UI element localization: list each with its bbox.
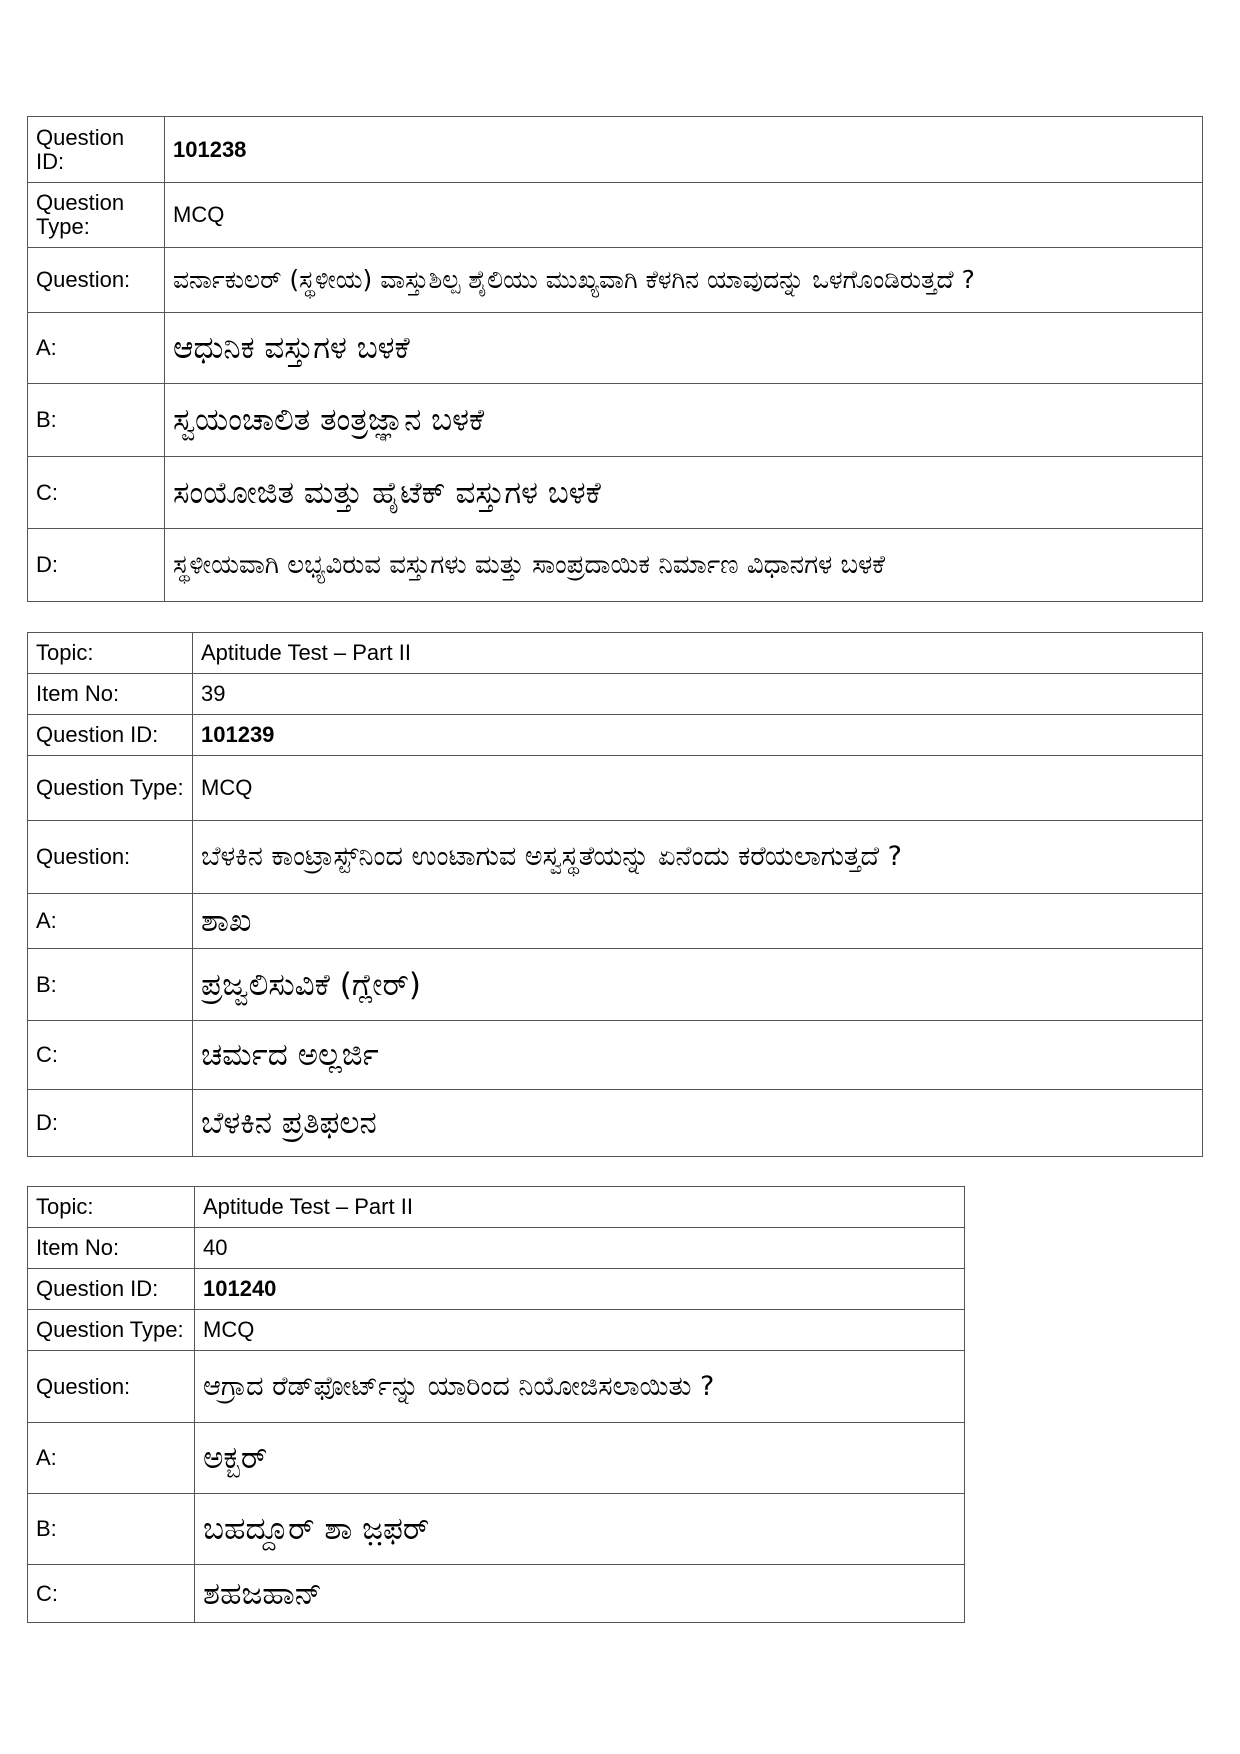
question-table-101239 [27,632,1203,1157]
option-d-text: ಸ್ಥಳೀಯವಾಗಿ ಲಭ್ಯವಿರುವ ವಸ್ತುಗಳು ಮತ್ತು ಸಾಂಪ್ರದಾಯಿಕ ನಿರ್ಮಾಣ ವಿಧಾನಗಳ ಬಳಕೆ [165,529,1203,602]
item-no-value: 39 [193,674,1203,715]
question-id-value: 101239 [193,715,1203,756]
question-label: Question: [28,821,193,894]
question-text: ವರ್ನಾಕುಲರ್ (ಸ್ಥಳೀಯ) ವಾಸ್ತುಶಿಲ್ಪ ಶೈಲಿಯು ಮುಖ್ಯವಾಗಿ ಕೆಳಗಿನ ಯಾವುದನ್ನು ಒಳಗೊಂಡಿರುತ್ತದೆ ? [165,248,1203,313]
topic-label: Topic: [28,633,193,674]
option-a-text: ಅಕ್ಬರ್ [195,1423,965,1494]
option-b-label: B: [28,1494,195,1565]
question-type-label: Question Type: [28,756,193,821]
item-no-label: Item No: [28,1228,195,1269]
question-type-value: MCQ [193,756,1203,821]
option-a-text: ಶಾಖ [193,894,1203,949]
option-a-label: A: [28,894,193,949]
option-c-text: ಚರ್ಮದ ಅಲ್ಲರ್ಜಿ [193,1021,1203,1090]
option-b-label: B: [28,384,165,457]
option-c-text: ಶಹಜಹಾನ್ [195,1565,965,1623]
option-b-text: ಬಹದ್ದೂರ್ ಶಾ ಜ಼ಫರ್ [195,1494,965,1565]
topic-value: Aptitude Test – Part II [195,1187,965,1228]
item-no-label: Item No: [28,674,193,715]
option-d-text: ಬೆಳಕಿನ ಪ್ರತಿಫಲನ [193,1090,1203,1157]
question-id-value: 101238 [165,117,1203,183]
question-text: ಬೆಳಕಿನ ಕಾಂಟ್ರಾಸ್ಟ್‌ನಿಂದ ಉಂಟಾಗುವ ಅಸ್ವಸ್ಥತೆಯನ್ನು ಏನೆಂದು ಕರೆಯಲಾಗುತ್ತದೆ ? [193,821,1203,894]
question-type-label: Question Type: [28,1310,195,1351]
topic-label: Topic: [28,1187,195,1228]
question-label: Question: [28,1351,195,1423]
question-id-label: Question ID: [28,715,193,756]
option-c-label: C: [28,457,165,529]
option-c-label: C: [28,1021,193,1090]
option-d-label: D: [28,529,165,602]
option-b-text: ಸ್ವಯಂಚಾಲಿತ ತಂತ್ರಜ್ಞಾನ ಬಳಕೆ [165,384,1203,457]
option-a-label: A: [28,1423,195,1494]
question-id-value: 101240 [195,1269,965,1310]
question-id-label: Question ID: [28,1269,195,1310]
option-b-label: B: [28,949,193,1021]
topic-value: Aptitude Test – Part II [193,633,1203,674]
option-d-label: D: [28,1090,193,1157]
question-label: Question: [28,248,165,313]
option-a-label: A: [28,313,165,384]
question-table-101238 [27,116,1203,602]
item-no-value: 40 [195,1228,965,1269]
option-c-text: ಸಂಯೋಜಿತ ಮತ್ತು ಹೈಟೆಕ್ ವಸ್ತುಗಳ ಬಳಕೆ [165,457,1203,529]
question-type-value: MCQ [195,1310,965,1351]
question-type-value: MCQ [165,183,1203,248]
question-text: ಆಗ್ರಾದ ರೆಡ್‌ಫೋರ್ಟ್‌ನ್ನು ಯಾರಿಂದ ನಿಯೋಜಿಸಲಾಯಿತು ? [195,1351,965,1423]
option-c-label: C: [28,1565,195,1623]
option-a-text: ಆಧುನಿಕ ವಸ್ತುಗಳ ಬಳಕೆ [165,313,1203,384]
question-id-label: Question ID: [28,117,165,183]
question-table-101240 [27,1186,965,1623]
option-b-text: ಪ್ರಜ್ವಲಿಸುವಿಕೆ (ಗ್ಲೇರ್) [193,949,1203,1021]
question-type-label: Question Type: [28,183,165,248]
